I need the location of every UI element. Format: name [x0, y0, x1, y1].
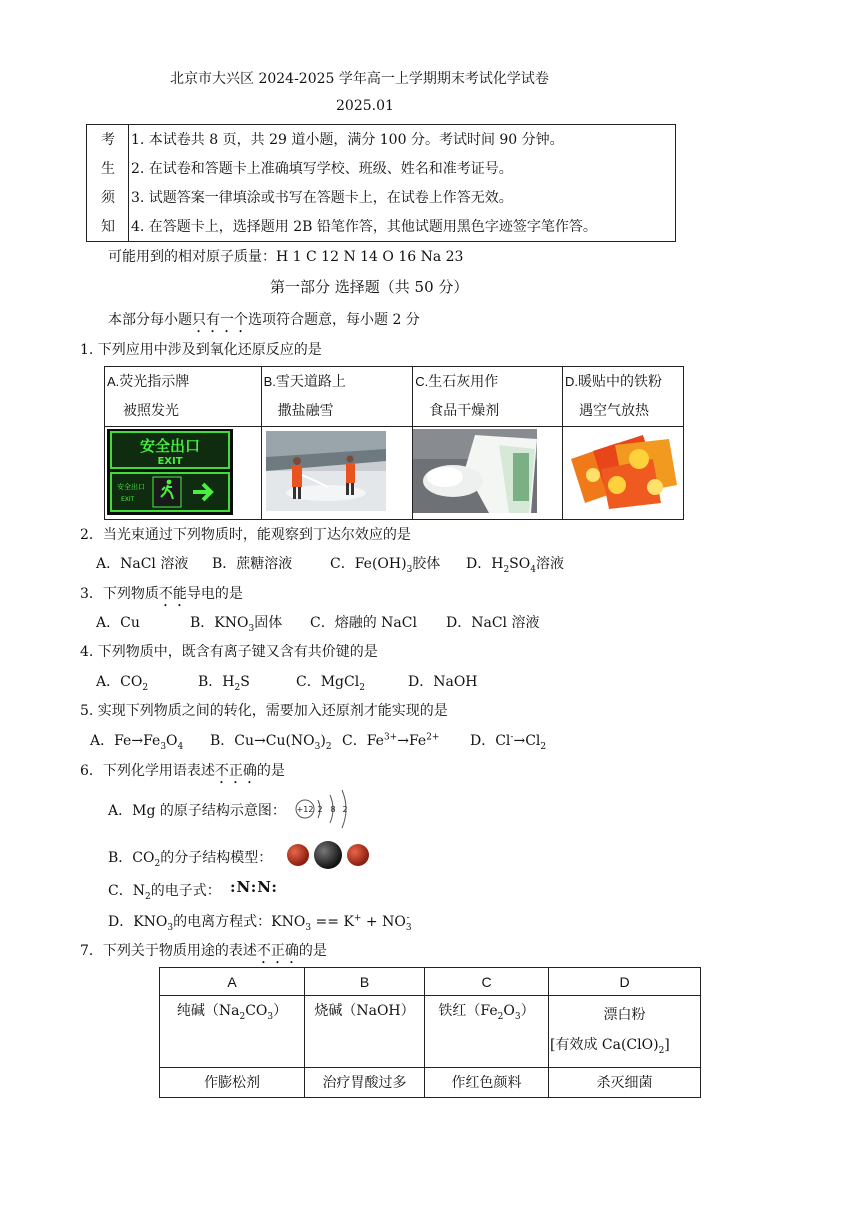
q1-image-d — [563, 427, 684, 520]
q3-stem — [80, 583, 243, 610]
option-text: 固体 — [254, 615, 283, 631]
subscript: 2 — [154, 858, 161, 869]
option-text: == K — [311, 914, 354, 930]
subscript: 3 — [405, 922, 412, 933]
q1-option-b — [261, 367, 413, 427]
shell-electrons: 2 — [317, 805, 323, 814]
shell-electrons: 2 — [342, 805, 348, 814]
q1-image-a — [105, 427, 262, 520]
q2-stem: 2．当光束通过下列物质时，能观察到丁达尔效应的是 — [80, 527, 411, 543]
q4-stem: 4. 下列物质中，既含有离子键又含有共价键的是 — [80, 644, 378, 660]
option-letter: D. — [565, 374, 578, 389]
q2-option-a: A．NaCl 溶液 — [96, 556, 189, 572]
q7-header-d: D — [549, 968, 701, 996]
section-intro — [108, 309, 420, 336]
stem-text: 导电的是 — [186, 586, 243, 602]
subscript: 2 — [142, 682, 149, 693]
option-text: B．KNO — [190, 615, 249, 631]
section-intro-prefix: 本部分每小题 — [108, 312, 192, 328]
subscript: 2 — [497, 1011, 504, 1022]
q6-option-a — [108, 800, 286, 820]
q1-option-c — [413, 367, 563, 427]
substance-text: O — [503, 1003, 515, 1019]
q7-use-b: 治疗胃酸过多 — [305, 1067, 425, 1097]
exam-date: 2025.01 — [336, 98, 394, 114]
q7-header-b: B — [305, 968, 425, 996]
notice-side-char: 知 — [101, 219, 115, 235]
stem-text: 6．下列化学用语表述 — [80, 763, 215, 779]
notice-line: 3. 试题答案一律填涂或书写在答题卡上，在试卷上作答无效。 — [131, 190, 513, 206]
option-text: C．Fe(OH) — [330, 556, 407, 572]
snow-salt-image — [266, 431, 386, 511]
option-text: O — [166, 733, 178, 749]
exit-sign-title: 安全出口 — [139, 437, 201, 455]
option-text: B．Cu→Cu(NO — [210, 733, 315, 749]
option-text: B．CO — [108, 850, 155, 866]
option-text: C．MgCl — [296, 674, 360, 690]
q1-option-d — [563, 367, 684, 427]
exit-sign-small-label: 安全出口 — [117, 483, 145, 491]
substance-text: 铁红（Fe — [438, 1003, 498, 1019]
subscript: 4 — [177, 741, 184, 752]
option-text: →Cl — [513, 733, 541, 749]
superscript: 2+ — [426, 732, 440, 743]
n2-electron-formula: :N:N: — [230, 878, 278, 896]
q5-stem: 5. 实现下列物质之间的转化，需要加入还原剂才能实现的是 — [80, 703, 448, 719]
q6-option-c — [108, 880, 221, 902]
option-text: C．N — [108, 883, 145, 899]
substance-text: CO — [245, 1003, 268, 1019]
subscript: 2 — [144, 891, 151, 902]
stem-text: 7．下列关于物质用途的表述 — [80, 943, 257, 959]
notice-line: 4. 在答题卡上，选择题用 2B 铅笔作答，其他试题用黑色字迹签字笔作答。 — [131, 219, 597, 235]
subscript: 2 — [325, 741, 332, 752]
option-text: 暖贴中的铁粉 — [578, 374, 662, 390]
subscript: 3 — [248, 623, 255, 634]
notice-side-char: 考 — [101, 132, 115, 148]
section-intro-emphasis: 只有一个 — [192, 312, 248, 328]
option-text: A．Mg 的原子结构示意图： — [108, 803, 286, 819]
option-text: A．Fe→Fe — [90, 733, 161, 749]
subscript: 2 — [359, 682, 365, 693]
stem-text: 3．下列物质 — [80, 586, 159, 602]
stem-emphasis: 不正确 — [214, 763, 257, 779]
q7-substance-b: 烧碱（NaOH） — [305, 996, 425, 1068]
q3-option-d: D．NaCl 溶液 — [446, 615, 540, 631]
exit-sign-exit: EXIT — [157, 456, 183, 467]
option-text: 荧光指示牌 — [119, 374, 190, 390]
option-text: →Fe — [397, 733, 427, 749]
subscript: 3 — [267, 1011, 274, 1022]
q7-stem — [80, 940, 327, 967]
q7-header-c: C — [425, 968, 549, 996]
q2-option-c — [330, 553, 440, 575]
q6-option-d — [108, 911, 410, 933]
q7-use-c: 作红色颜料 — [425, 1067, 549, 1097]
q5-option-a — [90, 730, 183, 752]
q1-option-a — [105, 367, 262, 427]
option-text: 的电离方程式：KNO — [173, 914, 306, 930]
subscript: 2 — [503, 564, 510, 575]
q4-option-d: D．NaOH — [408, 674, 478, 690]
notice-side-label — [87, 125, 129, 241]
subscript: 3 — [160, 741, 167, 752]
substance-text: ） — [520, 1003, 535, 1019]
superscript: - — [510, 732, 514, 743]
option-letter: C. — [415, 374, 429, 389]
option-text: 溶液 — [535, 556, 564, 572]
subscript: 3 — [167, 922, 174, 933]
option-text: 生石灰用作 — [428, 374, 499, 390]
subscript: 4 — [530, 564, 536, 575]
option-text: A．CO — [96, 674, 143, 690]
mg-atom-structure-diagram — [294, 786, 356, 832]
exam-title: 北京市大兴区 2024-2025 学年高一上学期期末考试化学试卷 — [170, 71, 549, 87]
q2-option-d — [466, 553, 564, 575]
option-text: 雪天道路上 — [275, 374, 346, 390]
q6-option-b — [108, 847, 272, 869]
stem-text: 的是 — [298, 943, 327, 959]
q7-substance-d — [549, 996, 701, 1068]
option-text: 食品干燥剂 — [429, 403, 500, 419]
q4-option-b — [198, 671, 250, 693]
q2-option-b: B．蔗糖溶液 — [212, 556, 293, 572]
substance-note-text: [有效成 Ca(ClO) — [550, 1037, 659, 1053]
q5-option-c — [342, 730, 439, 750]
substance-text: 纯碱（Na — [176, 1003, 240, 1019]
option-text: 的电子式： — [150, 883, 221, 899]
subscript: 2 — [239, 1011, 246, 1022]
substance-text: 漂白粉 — [603, 1007, 646, 1023]
subscript: 2 — [540, 741, 547, 752]
substance-note-text: ] — [664, 1037, 670, 1053]
option-text: 被照发光 — [123, 403, 179, 419]
stem-emphasis: 不正确 — [256, 943, 299, 959]
subscript: 3 — [314, 741, 321, 752]
notice-line: 2. 在试卷和答题卡上准确填写学校、班级、姓名和准考证号。 — [131, 161, 513, 177]
superscript: - — [406, 913, 410, 924]
q1-image-c — [413, 427, 563, 520]
q4-option-c — [296, 671, 365, 693]
quicklime-image — [413, 429, 537, 513]
option-letter: A. — [107, 374, 120, 389]
stem-emphasis: 不能 — [158, 586, 187, 602]
q7-substance-a — [160, 996, 305, 1068]
option-text: S — [240, 674, 250, 690]
notice-side-char: 生 — [101, 161, 115, 177]
option-text: B．H — [198, 674, 235, 690]
q1-options-table — [104, 366, 684, 520]
atomic-masses: 可能用到的相对原子质量：H 1 C 12 N 14 O 16 Na 23 — [108, 249, 464, 265]
notice-line: 1. 本试卷共 8 页，共 29 道小题，满分 100 分。考试时间 90 分钟。 — [131, 132, 564, 148]
hand-warmer-image — [565, 429, 683, 513]
option-text: 的分子结构模型： — [160, 850, 273, 866]
subscript: 2 — [234, 682, 241, 693]
option-text: ) — [320, 733, 326, 749]
superscript: 3+ — [383, 732, 398, 743]
co2-molecule-model — [285, 840, 371, 870]
nucleus-charge: +12 — [296, 805, 314, 814]
q3-option-c: C．熔融的 NaCl — [310, 615, 417, 631]
option-letter: B. — [263, 374, 276, 389]
option-text: 胶体 — [412, 556, 441, 572]
option-text: C．Fe — [342, 733, 384, 749]
q3-option-a: A．Cu — [96, 615, 140, 631]
option-text: D．Cl — [470, 733, 511, 749]
exit-sign-image — [107, 429, 233, 515]
section-intro-suffix: 选项符合题意，每小题 2 分 — [248, 312, 420, 328]
q5-option-b — [210, 730, 332, 752]
stem-text: 的是 — [256, 763, 285, 779]
exam-notice-box — [86, 124, 676, 242]
option-text: 遇空气放热 — [579, 403, 649, 419]
subscript: 3 — [514, 1011, 521, 1022]
q7-substance-c — [425, 996, 549, 1068]
q6-stem — [80, 760, 285, 787]
option-text: D．H — [466, 556, 504, 572]
subscript: 2 — [658, 1045, 665, 1056]
option-text: 撒盐融雪 — [277, 403, 334, 419]
option-text: SO — [509, 556, 531, 572]
q7-use-a: 作膨松剂 — [160, 1067, 305, 1097]
q4-option-a — [96, 671, 148, 693]
superscript: + — [353, 913, 362, 924]
q3-option-b — [190, 612, 282, 634]
notice-side-char: 须 — [101, 190, 115, 206]
exit-sign-small-exit: EXIT — [121, 496, 135, 503]
q7-header-a: A — [160, 968, 305, 996]
section-title: 第一部分 选择题（共 50 分） — [270, 278, 469, 296]
q1-image-b — [261, 427, 413, 520]
shell-electrons: 8 — [330, 805, 336, 814]
substance-text: ） — [273, 1003, 288, 1019]
q7-use-d: 杀灭细菌 — [549, 1067, 701, 1097]
subscript: 3 — [305, 922, 312, 933]
q7-options-table — [159, 967, 701, 1098]
q5-option-d — [470, 730, 546, 752]
substance-note — [550, 1030, 699, 1066]
option-text: D．KNO — [108, 914, 168, 930]
option-text: + NO — [361, 914, 406, 930]
subscript: 3 — [406, 564, 413, 575]
q1-stem: 1. 下列应用中涉及到氧化还原反应的是 — [80, 342, 322, 358]
